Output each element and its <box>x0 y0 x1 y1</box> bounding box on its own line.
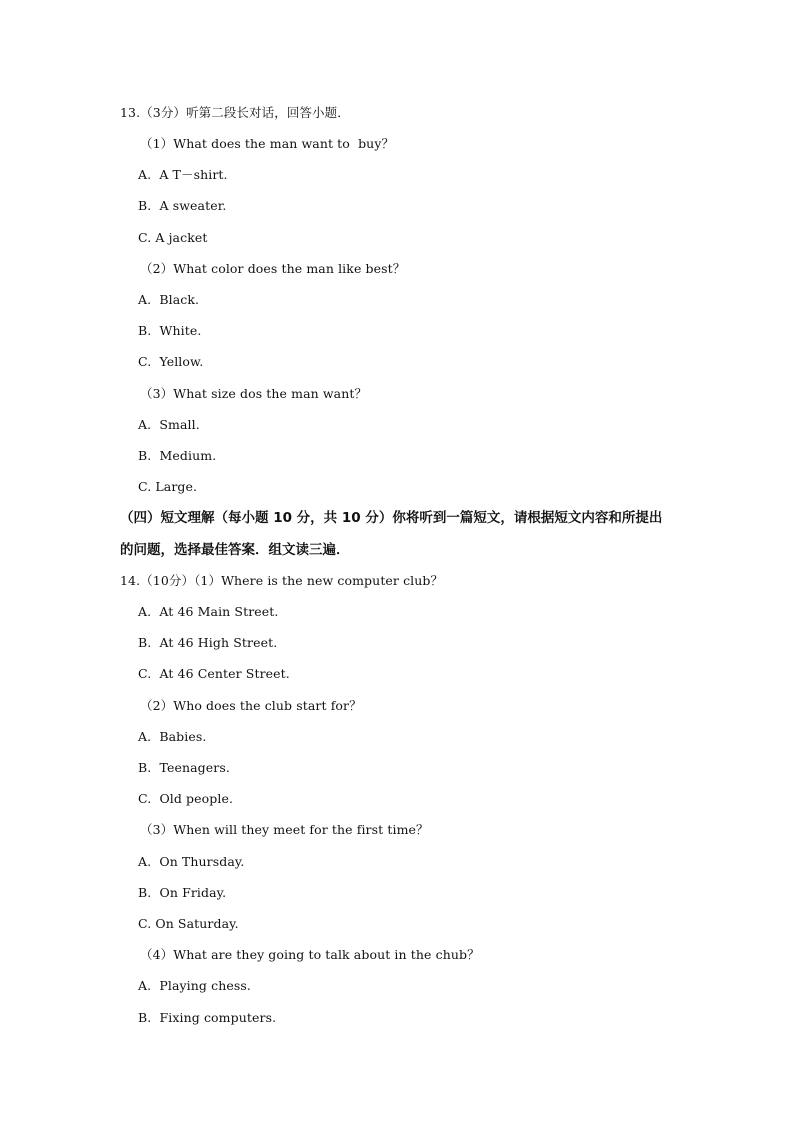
option-13-2-b: B. White. <box>138 323 202 338</box>
section-4-instructions-line-2: 的问题，选择最佳答案．组文读三遍． <box>120 542 350 558</box>
section-4-instructions-line-1: （四）短文理解（每小题 10 分，共 10 分）你将听到一篇短文，请根据短文内容和所提出 <box>120 510 663 526</box>
option-14-2-c: C. Old people. <box>138 791 234 806</box>
option-14-3-b: B. On Friday. <box>138 885 227 900</box>
option-14-2-b: B. Teenagers. <box>138 760 230 775</box>
option-14-1-a: A. At 46 Main Street. <box>138 604 279 619</box>
question-14-3: （3）When will they meet for the first time？ <box>140 822 429 837</box>
option-14-1-c: C. At 46 Center Street. <box>138 666 290 681</box>
question-13-3: （3）What size dos the man want？ <box>140 386 368 401</box>
option-13-2-a: A. Black. <box>138 292 200 307</box>
option-14-3-c: C. On Saturday. <box>138 916 239 931</box>
option-13-3-b: B. Medium. <box>138 448 217 463</box>
option-14-3-a: A. On Thursday. <box>138 854 245 869</box>
question-13-2: （2）What color does the man like best？ <box>140 261 406 276</box>
option-14-4-a: A. Playing chess. <box>138 978 251 993</box>
option-13-1-c: C. A jacket <box>138 230 208 245</box>
question-14-heading: 14.（10分）（1）Where is the new computer club？ <box>120 573 444 588</box>
question-14-4: （4）What are they going to talk about in the chub？ <box>140 947 480 962</box>
question-13-heading: 13.（3分）听第二段长对话，回答小题． <box>120 105 350 120</box>
option-13-3-c: C. Large. <box>138 479 198 494</box>
question-13-1: （1）What does the man want to buy？ <box>140 136 395 151</box>
option-13-1-b: B. A sweater. <box>138 198 227 213</box>
option-13-1-a: A. A T－shirt. <box>138 167 228 182</box>
option-14-4-b: B. Fixing computers. <box>138 1010 277 1025</box>
option-13-2-c: C. Yellow. <box>138 354 204 369</box>
option-14-1-b: B. At 46 High Street. <box>138 635 278 650</box>
option-13-3-a: A. Small. <box>138 417 200 432</box>
question-14-2: （2）Who does the club start for？ <box>140 698 362 713</box>
option-14-2-a: A. Babies. <box>138 729 207 744</box>
